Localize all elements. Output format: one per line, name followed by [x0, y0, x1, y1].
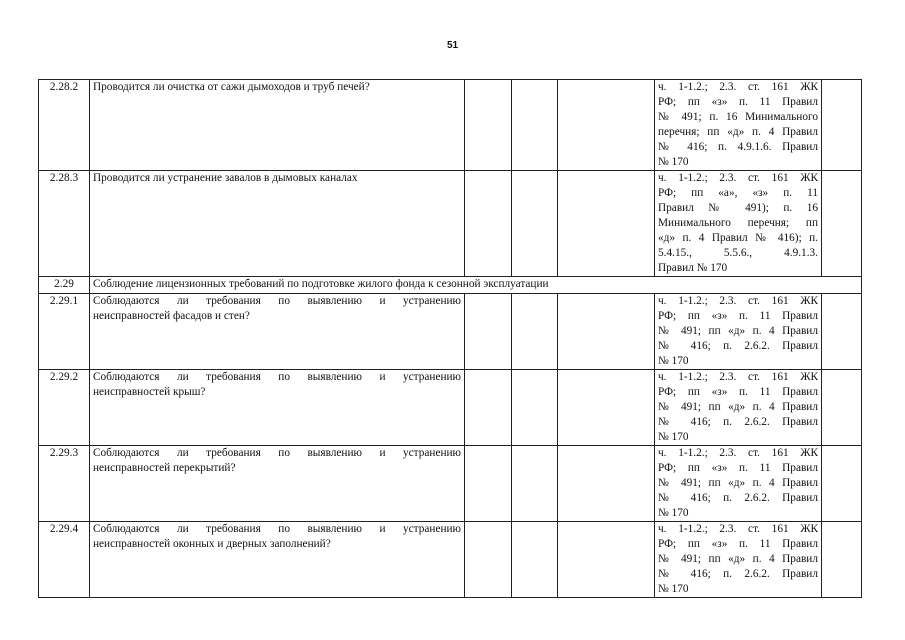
page-number: 51 [446, 40, 459, 51]
reference-line: ч. 1-1.2.; 2.3. ст. 161 ЖК [658, 447, 818, 459]
reference-line: 5.4.15., 5.5.6., 4.9.1.3. [658, 247, 818, 259]
notes-cell [822, 80, 862, 171]
reference-line: № 416; п. 2.6.2. Правил [658, 568, 818, 580]
legal-reference-cell [655, 370, 822, 446]
reference-line: Правил № 491); п. 16 [658, 202, 818, 214]
question-cell [90, 522, 465, 598]
question-cell [90, 294, 465, 370]
section-number: 2.29 [39, 277, 90, 294]
checklist-table [38, 79, 862, 598]
question-line: Соблюдаются ли требования по выявлению и устранению [93, 371, 461, 383]
question-cell [90, 446, 465, 522]
question-line: неисправностей перекрытий? [93, 462, 236, 474]
answer-no-cell [512, 522, 558, 598]
table-row [39, 171, 862, 277]
answer-no-cell [512, 171, 558, 277]
table-row [39, 80, 862, 171]
reference-line: ч. 1-1.2.; 2.3. ст. 161 ЖК [658, 371, 818, 383]
question-line: Соблюдаются ли требования по выявлению и устранению [93, 295, 461, 307]
not-applicable-cell [558, 80, 655, 171]
reference-line: РФ; пп «з» п. 11 Правил [658, 386, 818, 398]
reference-line: № 491; пп «д» п. 4 Правил [658, 553, 818, 565]
table-row [39, 294, 862, 370]
not-applicable-cell [558, 294, 655, 370]
not-applicable-cell [558, 522, 655, 598]
reference-line: РФ; пп «з» п. 11 Правил [658, 96, 818, 108]
answer-yes-cell [465, 294, 512, 370]
reference-line: № 416; п. 4.9.1.6. Правил [658, 141, 818, 153]
reference-line: № 170 [658, 431, 689, 443]
question-line: неисправностей фасадов и стен? [93, 310, 250, 322]
legal-reference-cell [655, 171, 822, 277]
reference-line: ч. 1-1.2.; 2.3. ст. 161 ЖК [658, 523, 818, 535]
item-number: 2.28.3 [39, 171, 90, 277]
reference-line: № 416; п. 2.6.2. Правил [658, 492, 818, 504]
reference-line: № 170 [658, 583, 689, 595]
section-title: Соблюдение лицензионных требований по подготовке жилого фонда к сезонной эксплуатации [90, 277, 862, 294]
question-line: неисправностей оконных и дверных заполнений? [93, 538, 331, 550]
table-row [39, 522, 862, 598]
answer-no-cell [512, 80, 558, 171]
reference-line: № 170 [658, 355, 689, 367]
answer-no-cell [512, 294, 558, 370]
answer-yes-cell [465, 171, 512, 277]
answer-no-cell [512, 370, 558, 446]
item-number: 2.28.2 [39, 80, 90, 171]
question-line: неисправностей крыш? [93, 386, 206, 398]
question-cell [90, 370, 465, 446]
reference-line: перечня; пп «д» п. 4 Правил [658, 126, 818, 138]
table-row [39, 370, 862, 446]
answer-yes-cell [465, 522, 512, 598]
reference-line: РФ; пп «з» п. 11 Правил [658, 310, 818, 322]
notes-cell [822, 171, 862, 277]
reference-line: № 170 [658, 156, 689, 168]
reference-line: ч. 1-1.2.; 2.3. ст. 161 ЖК [658, 295, 818, 307]
item-number: 2.29.4 [39, 522, 90, 598]
question-line: Соблюдаются ли требования по выявлению и устранению [93, 447, 461, 459]
reference-line: Правил № 170 [658, 262, 728, 274]
item-number: 2.29.3 [39, 446, 90, 522]
reference-line: № 491; п. 16 Минимального [658, 111, 818, 123]
reference-line: № 170 [658, 507, 689, 519]
item-number: 2.29.1 [39, 294, 90, 370]
table-row [39, 446, 862, 522]
notes-cell [822, 294, 862, 370]
answer-yes-cell [465, 80, 512, 171]
question-cell: Проводится ли очистка от сажи дымоходов и труб печей? [90, 80, 465, 171]
reference-line: РФ; пп «з» п. 11 Правил [658, 538, 818, 550]
not-applicable-cell [558, 171, 655, 277]
reference-line: № 416; п. 2.6.2. Правил [658, 340, 818, 352]
answer-yes-cell [465, 446, 512, 522]
item-number: 2.29.2 [39, 370, 90, 446]
reference-line: № 491; пп «д» п. 4 Правил [658, 401, 818, 413]
legal-reference-cell [655, 522, 822, 598]
answer-yes-cell [465, 370, 512, 446]
reference-line: «д» п. 4 Правил № 416); п. [658, 232, 818, 244]
reference-line: РФ; пп «з» п. 11 Правил [658, 462, 818, 474]
legal-reference-cell [655, 294, 822, 370]
notes-cell [822, 446, 862, 522]
section-row [39, 277, 862, 294]
question-line: Соблюдаются ли требования по выявлению и устранению [93, 523, 461, 535]
notes-cell [822, 370, 862, 446]
answer-no-cell [512, 446, 558, 522]
reference-line: ч. 1-1.2.; 2.3. ст. 161 ЖК [658, 81, 818, 93]
question-cell: Проводится ли устранение завалов в дымовых каналах [90, 171, 465, 277]
reference-line: РФ; пп «а», «з» п. 11 [658, 187, 818, 199]
legal-reference-cell [655, 80, 822, 171]
reference-line: № 491; пп «д» п. 4 Правил [658, 325, 818, 337]
notes-cell [822, 522, 862, 598]
reference-line: № 416; п. 2.6.2. Правил [658, 416, 818, 428]
not-applicable-cell [558, 370, 655, 446]
legal-reference-cell [655, 446, 822, 522]
not-applicable-cell [558, 446, 655, 522]
reference-line: № 491; пп «д» п. 4 Правил [658, 477, 818, 489]
reference-line: Минимального перечня; пп [658, 217, 818, 229]
reference-line: ч. 1-1.2.; 2.3. ст. 161 ЖК [658, 172, 818, 184]
